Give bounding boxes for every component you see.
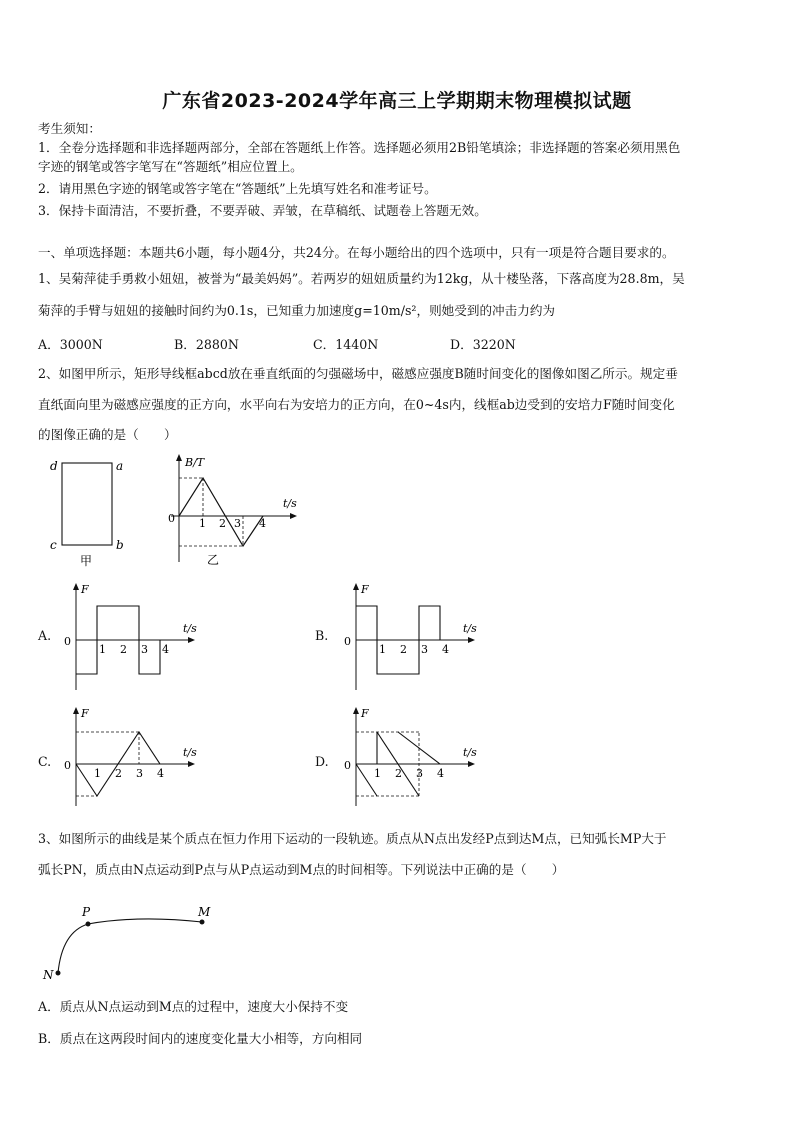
q2-stem-line1: 2、如图甲所示，矩形导线框abcd放在垂直纸面的匀强磁场中，磁感应强度B随时间变化的图像如图乙所示。规定垂 xyxy=(38,366,678,381)
q1-options xyxy=(38,334,758,352)
graph-a-tick-3: 3 xyxy=(141,643,148,656)
b-graph-tick-4: 4 xyxy=(259,517,266,530)
graph-c-y-arrow xyxy=(73,707,79,714)
q2-stem-line3: 的图像正确的是（ ） xyxy=(38,427,177,442)
b-graph-y-arrow xyxy=(176,454,182,461)
graph-d-ylabel: F xyxy=(361,707,369,720)
graph-d-y-arrow xyxy=(353,707,359,714)
graph-a-xlabel: t/s xyxy=(183,622,197,635)
graph-c-tick-3: 3 xyxy=(136,767,143,780)
q2-figure-frame xyxy=(40,455,140,570)
q2-figure-b-graph xyxy=(165,450,310,570)
point-p-dot xyxy=(86,922,91,927)
point-n-label: N xyxy=(43,968,54,982)
point-p-label: P xyxy=(82,905,91,919)
graph-d-xlabel: t/s xyxy=(463,746,477,759)
graph-c-tick-2: 2 xyxy=(115,767,122,780)
b-graph-caption: 乙 xyxy=(207,553,220,567)
q2-option-a-graph[interactable] xyxy=(60,580,210,698)
graph-b-origin: 0 xyxy=(344,635,351,648)
graph-c-x-arrow xyxy=(188,761,195,767)
q2-option-c-label[interactable]: C. xyxy=(38,754,52,769)
q2-option-a-label[interactable]: A. xyxy=(38,628,52,643)
q2-option-b-label[interactable]: B. xyxy=(315,628,329,643)
b-graph-xlabel: t/s xyxy=(283,497,297,510)
graph-d-tick-1: 1 xyxy=(374,767,381,780)
graph-b-ylabel: F xyxy=(361,583,369,596)
b-graph-tick-3: 3 xyxy=(234,517,241,530)
b-graph-x-arrow xyxy=(290,513,297,519)
graph-c-origin: 0 xyxy=(64,759,71,772)
graph-a-tick-2: 2 xyxy=(120,643,127,656)
q2-stem-line2: 直纸面向里为磁感应强度的正方向，水平向右为安培力的正方向，在0~4s内，线框ab边受到的安培力F随时间变化 xyxy=(38,397,675,412)
graph-d-origin: 0 xyxy=(344,759,351,772)
q3-stem-line1: 3、如图所示的曲线是某个质点在恒力作用下运动的一段轨迹。质点从N点出发经P点到达M点，已知弧长MP大于 xyxy=(38,831,667,846)
notice-item-2: 2．请用黑色字迹的钢笔或答字笔在“答题纸”上先填写姓名和准考证号。 xyxy=(38,181,437,196)
graph-a-y-arrow xyxy=(73,583,79,590)
graph-d-tick-3: 3 xyxy=(416,767,423,780)
notice-heading: 考生须知： xyxy=(38,121,101,136)
graph-d-tick-2: 2 xyxy=(395,767,402,780)
notice-item-1: 1．全卷分选择题和非选择题两部分，全部在答题纸上作答。选择题必须用2B铅笔填涂；非选择题的答案必须用黑色 xyxy=(38,140,681,155)
point-n-dot xyxy=(56,971,61,976)
q2-option-d-graph[interactable] xyxy=(340,704,490,814)
q2-option-c-graph[interactable] xyxy=(60,704,210,814)
frame-label-c: c xyxy=(50,538,57,552)
q1-option-c[interactable]: C．1440N xyxy=(313,337,379,352)
q2-option-d-label[interactable]: D. xyxy=(315,754,329,769)
graph-a-ylabel: F xyxy=(81,583,89,596)
graph-a-tick-1: 1 xyxy=(99,643,106,656)
q1-stem-line1: 1、吴菊萍徒手勇救小妞妞，被誉为“最美妈妈”。若两岁的妞妞质量约为12kg，从十楼坠落，下落高度为28.8m，吴 xyxy=(38,271,685,286)
graph-b-y-arrow xyxy=(353,583,359,590)
point-m-label: M xyxy=(198,905,211,919)
b-graph-curve xyxy=(179,478,263,546)
graph-d-tick-4: 4 xyxy=(437,767,444,780)
graph-a-origin: 0 xyxy=(64,635,71,648)
q2-option-b-graph[interactable] xyxy=(340,580,490,698)
q1-option-a[interactable]: A．3000N xyxy=(38,337,103,352)
graph-b-tick-3: 3 xyxy=(421,643,428,656)
graph-b-tick-2: 2 xyxy=(400,643,407,656)
b-graph-origin: 0 xyxy=(168,512,175,525)
frame-label-a: a xyxy=(116,459,124,473)
section-heading: 一、单项选择题：本题共6小题，每小题4分，共24分。在每小题给出的四个选项中，只有一项是符合题目要求的。 xyxy=(38,245,675,260)
q3-option-b[interactable]: B．质点在这两段时间内的速度变化量大小相等，方向相同 xyxy=(38,1031,363,1046)
frame-label-b: b xyxy=(116,538,124,552)
b-graph-tick-2: 2 xyxy=(219,517,226,530)
q1-option-b[interactable]: B．2880N xyxy=(174,337,239,352)
graph-c-tick-1: 1 xyxy=(94,767,101,780)
graph-c-tick-4: 4 xyxy=(157,767,164,780)
graph-d-x-arrow xyxy=(468,761,475,767)
b-graph-tick-1: 1 xyxy=(199,517,206,530)
graph-b-tick-1: 1 xyxy=(379,643,386,656)
graph-b-x-arrow xyxy=(468,637,475,643)
b-graph-ylabel: B/T xyxy=(185,456,205,469)
wire-frame-rect xyxy=(62,463,112,545)
point-m-dot xyxy=(200,920,205,925)
notice-item-3: 3．保持卡面清洁，不要折叠，不要弄破、弄皱，在草稿纸、试题卷上答题无效。 xyxy=(38,203,487,218)
frame-label-d: d xyxy=(50,459,58,473)
page-title: 广东省2023-2024学年高三上学期期末物理模拟试题 xyxy=(162,90,632,112)
q1-stem-line2: 菊萍的手臂与妞妞的接触时间约为0.1s，已知重力加速度g=10m/s²，则她受到的冲击力约为 xyxy=(38,303,556,318)
frame-caption: 甲 xyxy=(80,554,93,568)
graph-c-xlabel: t/s xyxy=(183,746,197,759)
graph-b-xlabel: t/s xyxy=(463,622,477,635)
trajectory-curve xyxy=(58,919,202,973)
q3-figure-trajectory xyxy=(38,900,228,985)
graph-c-ylabel: F xyxy=(81,707,89,720)
q3-stem-line2: 弧长PN，质点由N点运动到P点与从P点运动到M点的时间相等。下列说法中正确的是（ ） xyxy=(38,862,565,877)
graph-b-tick-4: 4 xyxy=(442,643,449,656)
q1-option-d[interactable]: D．3220N xyxy=(450,337,516,352)
q3-option-a[interactable]: A．质点从N点运动到M点的过程中，速度大小保持不变 xyxy=(38,999,349,1014)
graph-a-tick-4: 4 xyxy=(162,643,169,656)
graph-a-x-arrow xyxy=(188,637,195,643)
notice-item-1-cont: 字迹的钢笔或答字笔写在“答题纸”相应位置上。 xyxy=(38,159,303,174)
